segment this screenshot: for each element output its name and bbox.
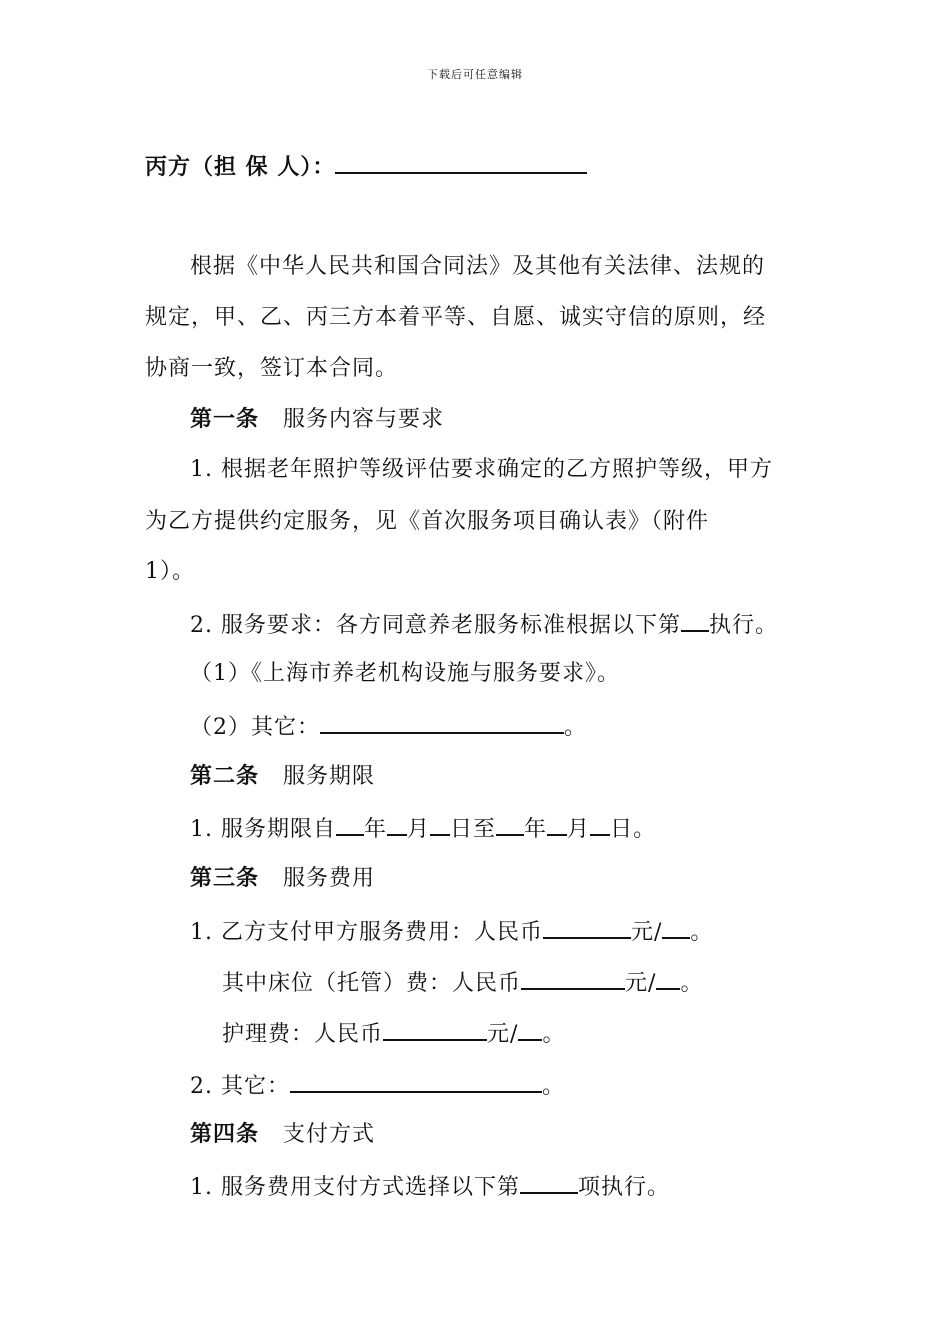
article-4-heading: 第四条 (190, 1122, 260, 1147)
party-c-blank[interactable] (335, 150, 587, 174)
end-day-blank[interactable] (590, 812, 610, 836)
yuan-label: 元/ (631, 920, 663, 945)
care-fee-blank[interactable] (383, 1017, 487, 1041)
period-label: 。 (680, 971, 704, 996)
period-label: 。 (542, 1022, 566, 1047)
article-1-p1-line-3: 1）。 (145, 559, 195, 584)
article-1-p1-line-1: 1. 根据老年照护等级评估要求确定的乙方照护等级，甲方 (190, 457, 773, 482)
page-header: 下载后可任意编辑 (427, 68, 523, 81)
bed-fee-blank[interactable] (521, 966, 625, 990)
article-1-heading: 第一条 (190, 407, 260, 432)
bed-fee-period-blank[interactable] (656, 966, 680, 990)
article-1-p1-line-2: 为乙方提供约定服务，见《首次服务项目确认表》（附件 (145, 509, 710, 534)
period-label: 。 (690, 920, 714, 945)
article-1-p2-text: 2. 服务要求：各方同意养老服务标准根据以下第 (190, 613, 681, 638)
article-3-p1 (190, 915, 713, 948)
article-2-heading: 第二条 (190, 764, 260, 789)
intro-line-3: 协商一致，签订本合同。 (145, 356, 399, 381)
party-c-line (145, 150, 587, 183)
article-2-title: 服务期限 (283, 764, 376, 789)
intro-line-1: 根据《中华人民共和国合同法》及其他有关法律、法规的 (190, 254, 766, 279)
other-fee-blank[interactable] (290, 1069, 542, 1093)
article-4-title: 支付方式 (283, 1122, 376, 1147)
article-3-p2 (190, 1069, 565, 1102)
start-day-blank[interactable] (430, 812, 450, 836)
start-year-blank[interactable] (336, 812, 364, 836)
month-label: 月 (407, 817, 431, 842)
option-2-end: 。 (564, 715, 588, 740)
article-3-title: 服务费用 (283, 866, 376, 891)
end-month-blank[interactable] (547, 812, 567, 836)
other-fee-label: 2. 其它： (190, 1074, 290, 1099)
article-3-bed-fee (222, 966, 703, 999)
article-1-title: 服务内容与要求 (283, 407, 445, 432)
yuan-label: 元/ (625, 971, 657, 996)
article-3-care-fee (222, 1017, 565, 1050)
article-1-heading-line (190, 405, 444, 435)
care-fee-label: 护理费：人民币 (222, 1022, 384, 1047)
day-to-label: 日至 (450, 817, 497, 842)
year-label: 年 (524, 817, 548, 842)
yuan-label: 元/ (487, 1022, 519, 1047)
bed-fee-label: 其中床位（托管）费：人民币 (222, 971, 522, 996)
standard-choice-blank[interactable] (681, 608, 709, 632)
article-2-heading-line (190, 762, 375, 792)
option-2-blank[interactable] (320, 710, 564, 734)
article-4-heading-line (190, 1120, 375, 1150)
month-label: 月 (567, 817, 591, 842)
article-3-heading: 第三条 (190, 866, 260, 891)
article-1-p2-end: 执行。 (709, 613, 779, 638)
article-2-p1 (190, 812, 656, 845)
end-year-blank[interactable] (496, 812, 524, 836)
day-end-label: 日。 (610, 817, 657, 842)
year-label: 年 (363, 817, 387, 842)
intro-line-2: 规定，甲、乙、丙三方本着平等、自愿、诚实守信的原则，经 (145, 305, 767, 330)
term-start-label: 1. 服务期限自 (190, 817, 336, 842)
service-fee-label: 1. 乙方支付甲方服务费用：人民币 (190, 920, 543, 945)
care-fee-period-blank[interactable] (518, 1017, 542, 1041)
article-1-p2 (190, 608, 778, 641)
option-2-label: （2）其它： (190, 715, 320, 740)
payment-method-blank[interactable] (520, 1170, 578, 1194)
article-3-heading-line (190, 864, 375, 894)
service-fee-blank[interactable] (543, 915, 631, 939)
payment-method-label: 1. 服务费用支付方式选择以下第 (190, 1175, 520, 1200)
party-c-label: 丙方（担 保 人）： (145, 155, 336, 180)
article-1-option-1: （1）《上海市养老机构设施与服务要求》。 (190, 661, 620, 686)
payment-method-end: 项执行。 (577, 1175, 670, 1200)
start-month-blank[interactable] (387, 812, 407, 836)
article-4-p1 (190, 1170, 670, 1203)
service-fee-period-blank[interactable] (662, 915, 690, 939)
article-1-option-2 (190, 710, 587, 743)
other-fee-end: 。 (541, 1074, 565, 1099)
